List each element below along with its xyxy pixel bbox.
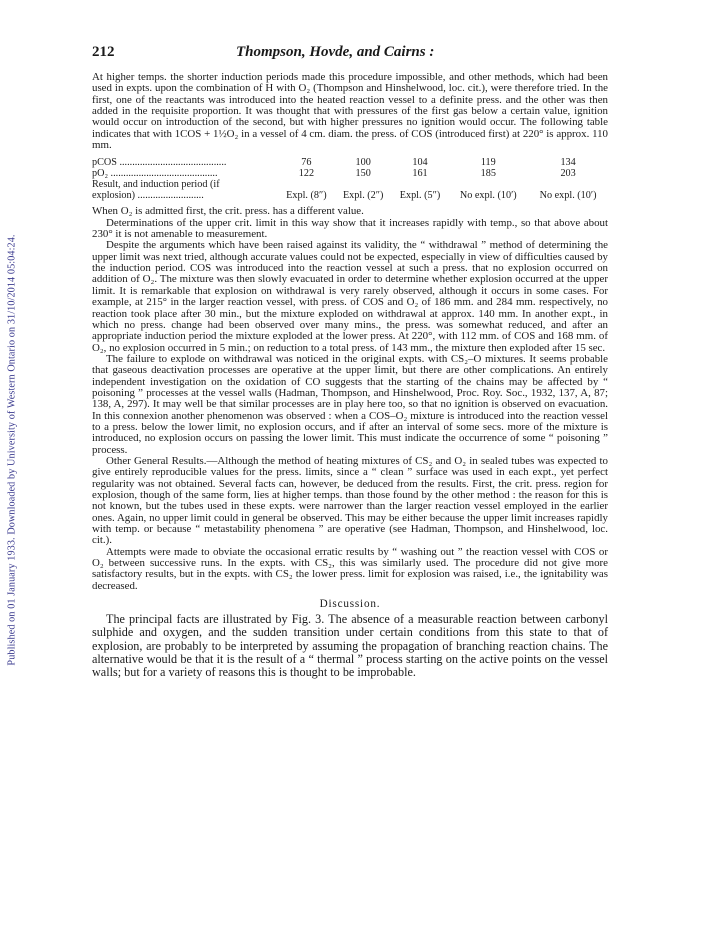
paragraph: When O₂ is admitted first, the crit. press. has a different value. [92, 205, 364, 218]
table-cell [335, 179, 392, 190]
page-header [92, 44, 608, 68]
paragraph: The principal facts are illustrated by Fig. 3. The absence of a measurable reaction between carbonyl sulphide and oxygen, and the sudden transition under certain conditions from this state to that of explosion, are probably to be interpreted by assuming the propagation of branching reaction chains. The alternative would be that it is the result of a “ thermal ” process starting on the active points on the vessel walls; but for a variety of reasons this is thought to be improbable. [92, 612, 608, 680]
table-cell: Expl. (2″) [342, 190, 384, 202]
paragraph: The failure to explode on withdrawal was noticed in the original expts. with CS₂–O mixtures. It seems probable that gaseous deactivation processes are operative at the upper limit, but there are other complications. An entirely independent investigation on the oxidation of CO suggests that the starting of the chains may be affected by “ poisoning ” processes at the vessel walls (Hadman, Thompson, and Hinshelwood, Proc. Roy. Soc., 1932, 137, A, 87; 138, A, 297). It may well be that similar processes are in play here too, so that no ignition is observed on evacuation. In this connexion another phenomenon was observed : when a COS–O₂ mixture is introduced into the reaction vessel to a press. below the lower limit, no explosion occurs, and if after an interval of some secs. more of the mixture is introduced, no explosion occurs on passing the lower limit. This must indicate the occurrence of some “ poisoning ” process. [92, 352, 608, 456]
results-table [92, 157, 608, 201]
table-cell: 150 [355, 168, 371, 180]
table-cell: Expl. (8″) [286, 190, 327, 202]
table-cell: 119 [480, 157, 496, 169]
table-row [92, 179, 608, 190]
page-number: 212 [92, 44, 115, 60]
paragraph: Other General Results.—Although the method of heating mixtures of CS₂ and O₂ in sealed tubes was expected to give entirely reproducible values for the press. limits, since a “ clean ” surface was used in each expt., yet perfect regularity was not obtained. Several facts can, however, be deduced from the results. First, the crit. press. region for explosion, though of the same form, lies at higher temps. than those found by the other method : the reason for this is not known, but the tubes used in these expts. were narrower than the larger reaction vessel employed in the earlier ones. Again, no upper limit could in general be observed. This may be either because the upper limit increases rapidly with temp. or because “ metastability phenomena ” are operative (see Hadman, Thompson, and Hinshelwood, loc. cit.). [92, 454, 608, 547]
section-heading: Discussion. [319, 598, 381, 611]
table-cell: 104 [412, 157, 428, 169]
table-cell: 203 [560, 168, 576, 180]
running-head: Thompson, Hovde, and Cairns : [236, 44, 435, 60]
table-cell: 100 [355, 157, 371, 169]
table-cell [528, 179, 608, 190]
paragraph: Determinations of the upper crit. limit in this way show that it increases rapidly with temp., so that above about 230° it is not amenable to measurement. [92, 216, 608, 241]
paragraph: At higher temps. the shorter induction periods made this procedure impossible, and other methods, which had been used in expts. upon the combination of H with O₂ (Thompson and Hinshelwood, loc. cit.), were therefore tried. In the first, one of the reactants was introduced into the heated reaction vessel to a definite press. and the other was then added in the requisite proportion. It was thought that with pressures of the first gas below a certain value, ignition would occur on introduction of the second, but with higher pressures no ignition would occur. The following table indicates that with 1COS + 1½O₂ in a vessel of 4 cm. diam. the press. of COS (introduced first) at 220° is approx. 110 mm. [92, 71, 608, 152]
table-cell: Expl. (5″) [399, 190, 441, 202]
table-row [92, 190, 608, 201]
table-row-label: pCOS .......................................... [92, 157, 227, 169]
table-cell: No expl. (10′) [459, 190, 517, 202]
table-cell: No expl. (10′) [539, 190, 597, 202]
table-cell: 185 [480, 168, 496, 180]
table-cell [448, 179, 528, 190]
table-row [92, 157, 608, 168]
journal-page [92, 44, 608, 680]
table-row-label: explosion) .......................... [92, 190, 204, 202]
table-cell: 161 [412, 168, 428, 180]
paragraph: Despite the arguments which have been raised against its validity, the “ withdrawal ” method of determining the upper limit was next tried, although accurate values could not be expected, especially in view of difficulties caused by the induction period. COS was introduced into the reaction vessel at such a press. that no explosion occurred on addition of O₂. The mixture was then slowly evacuated in order to determine whether explosion occurred at the upper limit. It is remarkable that explosion on withdrawal is very rarely observed, although it occurs in some cases. For example, at 215° in the larger reaction vessel, with press. of COS and O₂ of 186 mm. and 284 mm. respectively, no reaction took place after 30 min., but the mixture exploded on withdrawal at approx. 140 mm. In another expt., in which no press. change had been observed over many mins., the press. was somewhat reduced, and after an appropriate induction period the mixture exploded at the lower press. At 220°, with 112 mm. of COS and 168 mm. of O₂, no explosion occurred in 5 min.; on reduction to a total press. of 143 mm., the mixture then exploded after 15 sec. [92, 239, 608, 354]
table-cell: 76 [301, 157, 312, 169]
table-cell: 122 [298, 168, 315, 180]
table-cell: 134 [560, 157, 576, 169]
table-row-label: pO₂ .......................................... [92, 168, 218, 180]
table-row-label: Result, and induction period (if [92, 179, 220, 191]
side-watermark-text: Published on 01 January 1933. Downloaded by University of Western Ontario on 31/10/2014 05:04:24. [6, 234, 18, 666]
side-watermark [4, 140, 20, 760]
paragraph: Attempts were made to obviate the occasional erratic results by “ washing out ” the reaction vessel with COS or O₂ between successive runs. In the expts. with CS₂, this was similarly used. The procedure did not give more satisfactory results, but in the expts. with CS₂ the lower press. limit for explosion was raised, i.e., the ignitability was decreased. [92, 545, 608, 592]
table-row [92, 168, 608, 179]
table-cell [278, 179, 335, 190]
table-cell [392, 179, 449, 190]
